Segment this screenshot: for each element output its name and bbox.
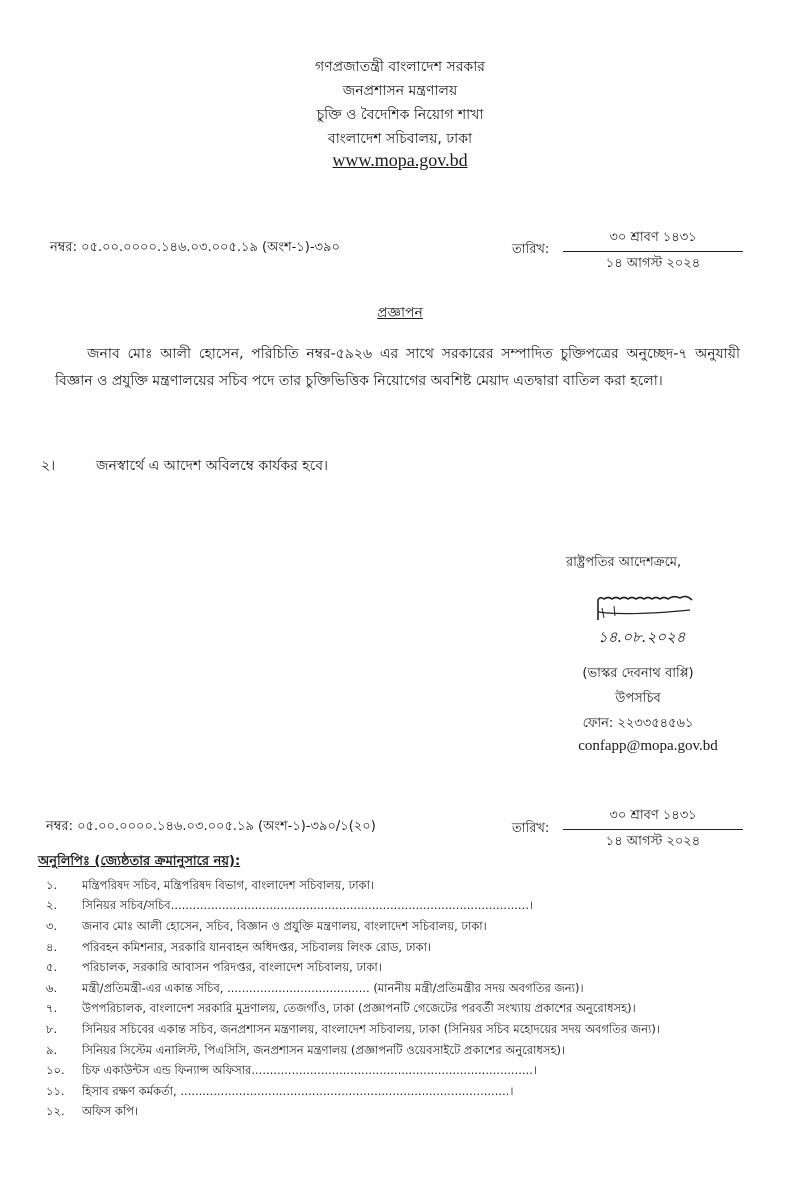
memo-number: নম্বর: ০৫.০০.০০০০.১৪৬.০৩.০০৫.১৯ (অংশ-১)-৩৯০ xyxy=(50,240,340,255)
list-item xyxy=(38,979,758,1000)
date-label-copy: তারিখ: xyxy=(512,821,550,836)
list-item-text: মন্ত্রী/প্রতিমন্ত্রী-এর একান্ত সচিব, ....................................... (মাননীয় মন্ত্রী/প্রতিমন্ত্রীর সদয় অবগতির জন্য)। xyxy=(82,980,584,995)
header-ministry: জনপ্রশাসন মন্ত্রণালয় xyxy=(342,83,458,99)
cc-list xyxy=(38,876,758,1123)
list-item xyxy=(38,917,758,938)
list-item-number: ৯. xyxy=(46,1042,58,1057)
memo-number-copy: নম্বর: ০৫.০০.০০০০.১৪৬.০৩.০০৫.১৯ (অংশ-১)-৩৯০/১(২০) xyxy=(46,819,376,834)
notification-body: জনাব মোঃ আলী হোসেন, পরিচিতি নম্বর-৫৯২৬ এর সাথে সরকারের সম্পাদিত চুক্তিপত্রের অনুচ্ছেদ-৭ অনুযায়ী বিজ্ঞান ও প্রযুক্তি মন্ত্রণালয়ের সচিব পদে তার চুক্তিভিত্তিক নিয়োগের অবশিষ্ট মেয়াদ এতদ্বারা বাতিল করা হলো। xyxy=(55,346,740,389)
list-item xyxy=(38,938,758,959)
list-item-text: অফিস কপি। xyxy=(82,1104,139,1119)
list-item-number: ৪. xyxy=(46,939,58,954)
list-item-text: মন্ত্রিপরিষদ সচিব, মন্ত্রিপরিষদ বিভাগ, বাংলাদেশ সচিবালয়, ঢাকা। xyxy=(82,877,375,892)
list-item xyxy=(38,1041,758,1062)
list-item-text: সিনিয়র সচিবের একান্ত সচিব, জনপ্রশাসন মন্ত্রণালয়, বাংলাদেশ সচিবালয়, ঢাকা (সিনিয়র সচিব মহোদয়ের সদয় অবগতির জন্য)। xyxy=(82,1021,660,1036)
list-item-number: ১০. xyxy=(46,1063,65,1078)
list-item xyxy=(38,1082,758,1103)
cc-heading: অনুলিপিঃ (জ্যেষ্ঠতার ক্রমানুসারে নয়): xyxy=(38,854,241,869)
date-english-copy: ১৪ আগস্ট ২০২৪ xyxy=(605,834,701,849)
list-item-number: ১. xyxy=(46,877,58,892)
list-item-text: উপপরিচালক, বাংলাদেশ সরকারি মুদ্রণালয়, তেজগাঁও, ঢাকা (প্রজ্ঞাপনটি গেজেটের পরবর্তী সংখ্যায় প্রকাশের অনুরোধসহ)। xyxy=(82,1001,636,1016)
list-item-number: ২. xyxy=(46,898,58,913)
list-item-text: হিসাব রক্ষণ কর্মকর্তা, ..........................................................................................। xyxy=(82,1083,514,1098)
date-bangla: ৩০ শ্রাবণ ১৪৩১ xyxy=(609,230,697,245)
header-section: চুক্তি ও বৈদেশিক নিয়োগ শাখা xyxy=(316,107,484,123)
list-item-text: চিফ একাউন্টস এন্ড ফিন্যান্স অফিসার.............................................................................। xyxy=(82,1063,537,1078)
signatory-email[interactable]: confapp@mopa.gov.bd xyxy=(578,738,718,754)
header-website-link[interactable]: www.mopa.gov.bd xyxy=(332,150,468,170)
list-item xyxy=(38,876,758,897)
paragraph-number: ২। xyxy=(41,458,56,474)
header-address: বাংলাদেশ সচিবালয়, ঢাকা xyxy=(327,131,473,147)
list-item-text: সিনিয়র সিস্টেম এনালিস্ট, পিএসিসি, জনপ্রশাসন মন্ত্রণালয় (প্রজ্ঞাপনটি ওয়েবসাইটে প্রকাশের অনুরোধসহ)। xyxy=(82,1042,566,1057)
list-item-number: ৫. xyxy=(46,960,58,975)
list-item xyxy=(38,1061,758,1082)
date-divider-copy xyxy=(563,829,743,830)
signatory-name: (ভাস্কর দেবনাথ বাপ্পি) xyxy=(582,666,694,681)
list-item-number: ৬. xyxy=(46,980,58,995)
list-item-text: সিনিয়র সচিব/সচিব..................................................................................................। xyxy=(82,898,534,913)
date-divider xyxy=(563,251,743,252)
list-item xyxy=(38,1020,758,1041)
order-line: রাষ্ট্রপতির আদেশক্রমে, xyxy=(566,555,682,570)
list-item xyxy=(38,897,758,918)
signature-date: ১৪.০৮.২০২৪ xyxy=(598,628,686,646)
date-label: তারিখ: xyxy=(512,242,550,257)
date-block xyxy=(563,228,743,275)
notification-title: প্রজ্ঞাপন xyxy=(377,305,423,321)
list-item xyxy=(38,1103,758,1124)
date-english: ১৪ আগস্ট ২০২৪ xyxy=(605,256,701,271)
header-government: গণপ্রজাতন্ত্রী বাংলাদেশ সরকার xyxy=(315,59,485,75)
list-item-number: ১২. xyxy=(46,1104,65,1119)
list-item xyxy=(38,1000,758,1021)
paragraph-2-text: জনস্বার্থে এ আদেশ অবিলম্বে কার্যকর হবে। xyxy=(96,458,329,474)
list-item-number: ৭. xyxy=(46,1001,58,1016)
list-item-number: ১১. xyxy=(46,1083,65,1098)
signatory-designation: উপসচিব xyxy=(615,691,661,706)
list-item-text: জনাব মোঃ আলী হোসেন, সচিব, বিজ্ঞান ও প্রযুক্তি মন্ত্রণালয়, বাংলাদেশ সচিবালয়, ঢাকা। xyxy=(82,918,487,933)
list-item-text: পরিচালক, সরকারি আবাসন পরিদপ্তর, বাংলাদেশ সচিবালয়, ঢাকা। xyxy=(82,960,382,975)
list-item-number: ৮. xyxy=(46,1021,58,1036)
date-bangla-copy: ৩০ শ্রাবণ ১৪৩১ xyxy=(609,808,697,823)
list-item xyxy=(38,958,758,979)
date-block-copy xyxy=(563,806,743,853)
signatory-phone: ফোন: ২২৩৩৫৪৫৬১ xyxy=(582,716,694,731)
list-item-number: ৩. xyxy=(46,918,58,933)
list-item-text: পরিবহন কমিশনার, সরকারি যানবাহন অধিদপ্তর, সচিবালয় লিংক রোড, ঢাকা। xyxy=(82,939,432,954)
